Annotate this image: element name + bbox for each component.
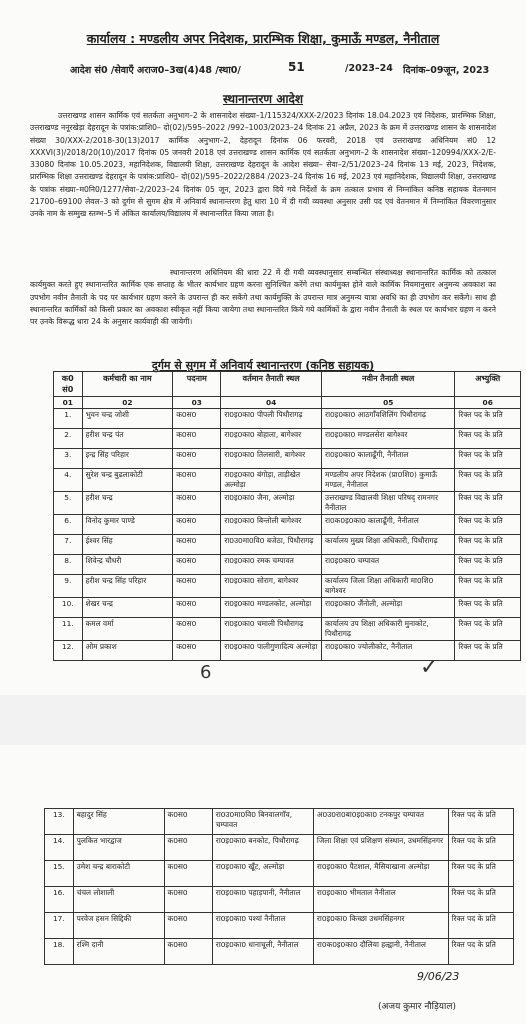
- row-current-posting: रा0इ0का0 तिलसारी, बागेश्वर: [221, 449, 322, 469]
- table-row: [54, 535, 521, 555]
- row-remarks: रिक्त पद के प्रति: [448, 809, 513, 835]
- row-serial: 13.: [45, 809, 74, 835]
- row-designation: क0स0: [164, 887, 212, 913]
- row-remarks: रिक्त पद के प्रति: [448, 861, 513, 887]
- initials-mark: ✓: [420, 655, 439, 680]
- row-designation: क0स0: [173, 429, 221, 449]
- document-heading: स्थानान्तरण आदेश: [222, 92, 304, 106]
- col-number: 01: [54, 397, 83, 409]
- row-remarks: रिक्त पद के प्रति: [455, 492, 521, 515]
- row-designation: क0स0: [164, 913, 212, 939]
- row-remarks: रिक्त पद के प्रति: [455, 449, 521, 469]
- row-designation: क0स0: [164, 835, 212, 861]
- row-new-posting: कार्यालय उप शिक्षा अधिकारी मुनाकोट, पिथौरागढ़: [322, 618, 455, 641]
- row-new-posting: रा0इ0का0 कालाढूँगी, नैनीताल: [322, 449, 455, 469]
- row-remarks: रिक्त पद के प्रति: [455, 429, 521, 449]
- column-number-row: [54, 397, 521, 409]
- row-current-posting: रा0इ0का0 पश्यां नैनीताल: [212, 913, 313, 939]
- row-remarks: रिक्त पद के प्रति: [455, 641, 521, 661]
- row-designation: क0स0: [164, 861, 212, 887]
- row-new-posting: रा0इ0का0 भीमताल नैनीताल: [313, 887, 448, 913]
- row-designation: क0स0: [173, 641, 221, 661]
- row-employee-name: हरीश चन्द्र पंत: [82, 429, 173, 449]
- row-employee-name: रश्मि दानी: [73, 939, 164, 965]
- row-new-posting: रा0क0इ0का0 दौलिया हल्द्वानी, नैनीताल: [313, 939, 448, 965]
- table-row: [45, 861, 514, 887]
- row-employee-name: चंचल लोशाली: [73, 887, 164, 913]
- table-row: [54, 429, 521, 449]
- row-designation: क0स0: [173, 575, 221, 598]
- table-row: [45, 835, 514, 861]
- row-new-posting: उत्तराखण्ड विद्यालयी शिक्षा परिषद् रामनगर नैनीताल: [322, 492, 455, 515]
- row-serial: 3.: [54, 449, 83, 469]
- row-designation: क0स0: [173, 469, 221, 492]
- row-designation: क0स0: [164, 809, 212, 835]
- col-remarks: अभ्युक्ति: [455, 372, 521, 397]
- row-current-posting: रा0इ0का0 मण्डलकोट, अल्मोड़ा: [221, 598, 322, 618]
- row-designation: क0स0: [173, 535, 221, 555]
- row-new-posting: अ0उ0रा0बा0इ0का0 टनकपुर चम्पावत: [313, 809, 448, 835]
- row-new-posting: रा0इ0का0 चम्पावत: [322, 555, 455, 575]
- row-serial: 5.: [54, 492, 83, 515]
- table-row: [54, 409, 521, 429]
- row-designation: क0स0: [173, 598, 221, 618]
- col-number: 02: [82, 397, 173, 409]
- paragraph-one: उत्तराखण्ड शासन कार्मिक एवं सतर्कता अनुभाग–2 के शासनादेश संख्या–1/115324/XXX-2/2023 दिनांक 18.04.2023 एवं निदेशक, प्रारम्भिक शिक्षा, उत्तराखण्ड ननूरखेड़ा देहरादून के पत्रांक:प्राशि0– दो(02)/595–2022 /992–1003/2023–24 दिनांक 21 अप्रैल, 2023 के क्रम में उत्तराखण्ड शासन के शासनादेश संख्या 30/XXX-2/2018-30(13)2017 कार्मिक अनुभाग–2, देहरादून दिनांक 06 फरवरी, 2018 एवं उत्तराखण्ड अधिनियम सं0 12 XXXVI(3)/2018/20(10)/2017 दिनांक 05 जनवरी 2018 एवं उत्तराखण्ड शासन कार्मिक एवं सतर्कता अनुभाग–2 के शासनादेश संख्या–120994/XXX-2/E-33080 दिनांक 10.05.2023, महानिदेशक, विद्यालयी शिक्षा, उत्तराखण्ड देहरादून के आदेश संख्या– सेवा–2/51/2023–24 दिनांक 13 मई, 2023, निदेशक, प्रारम्भिक शिक्षा उत्तराखण्ड देहरादून के पत्रांक:प्राशि0– दो(02)/595–2022/2884 /2023–24 दिनांक 16 मई, 2023 एवं महानिदेशक, विद्यालयी शिक्षा, उत्तराखण्ड के पत्रांक संख्या–म0नि0/1277/सेवा–2/2023–24 दिनांक 05 जून, 2023 द्वारा दिये गये निर्देशों के क्रम तत्काल प्रभाव से निम्नांकित कनिष्ठ सहायक वेतनमान 21700–69100 लेवल–3 को दुर्गम से सुगम क्षेत्र में अनिवार्य स्थानान्तरण हेतु धारा 10 में दी गयी व्यवस्था अनुसार उसी पद एवं वेतनमान में निम्नांकित विवरणानुसार उनके नाम के सम्मुख स्तम्भ–5 में अंकित कार्यालय/विद्यालय में स्थानान्तरित किया जाता है।: [30, 111, 496, 219]
- row-serial: 10.: [54, 598, 83, 618]
- row-remarks: रिक्त पद के प्रति: [455, 555, 521, 575]
- col-number: 06: [455, 397, 521, 409]
- row-serial: 12.: [54, 641, 83, 661]
- row-serial: 18.: [45, 939, 74, 965]
- row-remarks: रिक्त पद के प्रति: [448, 887, 513, 913]
- row-designation: क0स0: [173, 449, 221, 469]
- row-serial: 7.: [54, 535, 83, 555]
- row-serial: 11.: [54, 618, 83, 641]
- row-remarks: रिक्त पद के प्रति: [455, 618, 521, 641]
- row-current-posting: रा0इ0का0 धानाचूली, नैनीताल: [212, 939, 313, 965]
- order-year: /2023–24: [345, 63, 393, 74]
- row-current-posting: रा0इ0का0 जैना, अल्मोड़ा: [221, 492, 322, 515]
- row-current-posting: रा0उ0मा0वि0 बजेठा, पिथौरागढ़: [221, 535, 322, 555]
- order-ref: आदेश सं0 /सेवाएँ अराज0–3ख(4)48 /स्था0/: [70, 65, 241, 76]
- row-designation: क0स0: [173, 555, 221, 575]
- table-row: [54, 469, 521, 492]
- row-remarks: रिक्त पद के प्रति: [455, 535, 521, 555]
- row-serial: 14.: [45, 835, 74, 861]
- row-employee-name: कमल वर्मा: [82, 618, 173, 641]
- row-employee-name: ओम प्रकाश: [82, 641, 173, 661]
- row-serial: 15.: [45, 861, 74, 887]
- row-designation: क0स0: [173, 515, 221, 535]
- row-designation: क0स0: [173, 409, 221, 429]
- row-serial: 2.: [54, 429, 83, 449]
- row-designation: क0स0: [164, 939, 212, 965]
- row-current-posting: रा0इ0का0 बिन्तोली बागेश्वर: [221, 515, 322, 535]
- row-current-posting: रा0उ0मा0वि0 बिनवालगॉव, चम्पावत: [212, 809, 313, 835]
- row-serial: 4.: [54, 469, 83, 492]
- signature-date: 9/06/23: [417, 970, 460, 983]
- row-remarks: रिक्त पद के प्रति: [448, 913, 513, 939]
- row-employee-name: ईश्वर सिंह: [82, 535, 173, 555]
- row-serial: 9.: [54, 575, 83, 598]
- page-gap: [0, 695, 526, 745]
- table-row: [45, 809, 514, 835]
- table-row: [45, 939, 514, 965]
- row-current-posting: रा0इ0का0 पीपली पिथौरागढ़: [221, 409, 322, 429]
- table-row: [54, 555, 521, 575]
- row-current-posting: रा0इ0का0 बोहाला, बागेश्वर: [221, 429, 322, 449]
- table-title: दुर्गम से सुगम में अनिवार्य स्थानान्तरण (कनिष्ठ सहायक): [151, 359, 375, 372]
- transfer-table-part-one: [53, 371, 521, 661]
- row-remarks: रिक्त पद के प्रति: [455, 598, 521, 618]
- row-remarks: रिक्त पद के प्रति: [455, 469, 521, 492]
- row-employee-name: हरीश चन्द्र सिंह परिहार: [82, 575, 173, 598]
- row-serial: 1.: [54, 409, 83, 429]
- row-designation: क0स0: [173, 492, 221, 515]
- row-new-posting: रा0इ0का0 ज्योलीकोट, नैनीताल: [322, 641, 455, 661]
- row-new-posting: रा0इ0का0 किच्छा उधमसिंहनगर: [313, 913, 448, 939]
- row-current-posting: रा0इ0का0 पालीगुणादित्य अल्मोड़ा: [221, 641, 322, 661]
- table-row: [54, 598, 521, 618]
- table-header-row: [54, 372, 521, 397]
- row-current-posting: रा0इ0का0 खूँट, अल्मोड़ा: [212, 861, 313, 887]
- row-new-posting: कार्यालय मुख्य शिक्षा अधिकारी, पिथौरागढ़: [322, 535, 455, 555]
- table-row: [54, 515, 521, 535]
- table-row: [54, 641, 521, 661]
- row-serial: 8.: [54, 555, 83, 575]
- row-employee-name: शिवेन्द्र चौधरी: [82, 555, 173, 575]
- row-employee-name: विनोद कुमार पाण्डे: [82, 515, 173, 535]
- row-current-posting: रा0इ0का0 पहाड़पानी, नैनीताल: [212, 887, 313, 913]
- row-remarks: रिक्त पद के प्रति: [455, 575, 521, 598]
- row-remarks: रिक्त पद के प्रति: [448, 835, 513, 861]
- table-row: [45, 913, 514, 939]
- row-employee-name: शेखर चन्द्र: [82, 598, 173, 618]
- table-row: [45, 887, 514, 913]
- col-name: कर्मचारी का नाम: [82, 372, 173, 397]
- row-serial: 16.: [45, 887, 74, 913]
- row-serial: 6.: [54, 515, 83, 535]
- order-number: 51: [288, 60, 305, 74]
- row-remarks: रिक्त पद के प्रति: [455, 515, 521, 535]
- row-new-posting: जिला शिक्षा एवं प्रशिक्षण संस्थान, उधमसिंहनगर: [313, 835, 448, 861]
- col-number: 03: [173, 397, 221, 409]
- row-employee-name: परवेज हसन सिद्दिकी: [73, 913, 164, 939]
- col-current-posting: वर्तमान तैनाती स्थल: [221, 372, 322, 397]
- row-new-posting: रा0इ0का0 मण्डलसेरा बागेश्वर: [322, 429, 455, 449]
- table-row: [54, 618, 521, 641]
- row-employee-name: बहादुर सिंह: [73, 809, 164, 835]
- col-number: 04: [221, 397, 322, 409]
- page-mark: 6: [200, 662, 212, 683]
- row-serial: 17.: [45, 913, 74, 939]
- row-new-posting: रा0इ0का0 आठगाँवशिलिंग पिथौरागढ़: [322, 409, 455, 429]
- paragraph-two: स्थानान्तरण अधिनियम की धारा 22 में दी गयी व्यवस्थानुसार सम्बन्धित संस्थाध्यक्ष स्थानान्तरित कार्मिक को तत्काल कार्यमुक्त करते हुए स्थानान्तरित कार्मिक एक सप्ताह के भीतर कार्यभार ग्रहण करना सुनिश्चित करेंगे तथा कार्यमुक्त होने वाले कार्मिक नियमानुसार अनुमन्य अवकाश का उपभोग नवीन तैनाती के पद पर कार्यभार ग्रहण करने के उपरान्त ही कर सकेंगे तथा कार्यमुक्ति के उपरान्त मात्र अनुमन्य यात्रा अवधि का ही उपभोग कर सकेंगे। साथ ही स्थानान्तरित कार्मिकों को किसी प्रकार का अवकाश स्वीकृत नहीं किया जायेगा तथा स्थानान्तरित किये गये कार्मिकों के द्वारा नवीन तैनाती के स्थल पर कार्यभार ग्रहण न करने पर उनके विरूद्ध धारा 24 के अनुसार कार्यवाही की जायेगी।: [30, 268, 496, 327]
- office-title: कार्यालय : मण्डलीय अपर निदेशक, प्रारम्भिक शिक्षा, कुमाऊँ मण्डल, नैनीताल: [86, 31, 440, 46]
- row-new-posting: कार्यालय जिला शिक्षा अधिकारी मा0शि0 बागेश्वर: [322, 575, 455, 598]
- row-employee-name: सुरेश चन्द्र बुढलाकोटी: [82, 469, 173, 492]
- row-new-posting: रा0क0इ0का0 कालाढूँगी, नैनीताल: [322, 515, 455, 535]
- row-employee-name: उमेश चन्द्र बाराकोटी: [73, 861, 164, 887]
- row-current-posting: रा0इ0का0 बंगोड़ा, ताड़ीखेत अल्मोड़ा: [221, 469, 322, 492]
- table-row: [54, 575, 521, 598]
- col-number: 05: [322, 397, 455, 409]
- row-new-posting: रा0इ0का0 पैटशाल, मैसियाखाना अल्मोड़ा: [313, 861, 448, 887]
- row-remarks: रिक्त पद के प्रति: [455, 409, 521, 429]
- row-new-posting: रा0इ0का0 जैंनोली, अल्मोड़ा: [322, 598, 455, 618]
- transfer-table-part-two: [44, 808, 514, 965]
- row-remarks: रिक्त पद के प्रति: [448, 939, 513, 965]
- col-new-posting: नवीन तैनाती स्थल: [322, 372, 455, 397]
- row-employee-name: भुवन चन्द्र जोशी: [82, 409, 173, 429]
- row-current-posting: रा0इ0का0 सोराग, बागेश्वर: [221, 575, 322, 598]
- order-date: दिनांक–09जून, 2023: [403, 65, 490, 76]
- row-employee-name: इन्द्र सिंह परिहार: [82, 449, 173, 469]
- row-new-posting: मण्डलीय अपर निदेशक (प्रा0शि0) कुमाऊँ मण्डल, नैनीताल: [322, 469, 455, 492]
- signatory-name: (अजय कुमार नौड़ियाल): [378, 1002, 456, 1012]
- row-designation: क0स0: [173, 618, 221, 641]
- row-current-posting: रा0इ0का0 चमाली पिथौरागढ़: [221, 618, 322, 641]
- row-employee-name: पुलकित भारद्वाज: [73, 835, 164, 861]
- row-current-posting: रा0इ0का0 बनकोट, पिथौरागढ़: [212, 835, 313, 861]
- table-row: [54, 492, 521, 515]
- row-current-posting: रा0इ0का0 रमक चम्पावत: [221, 555, 322, 575]
- col-designation: पदनाम: [173, 372, 221, 397]
- table-row: [54, 449, 521, 469]
- col-serial: क0 सं0: [54, 372, 83, 397]
- row-employee-name: हरीश चन्द्र: [82, 492, 173, 515]
